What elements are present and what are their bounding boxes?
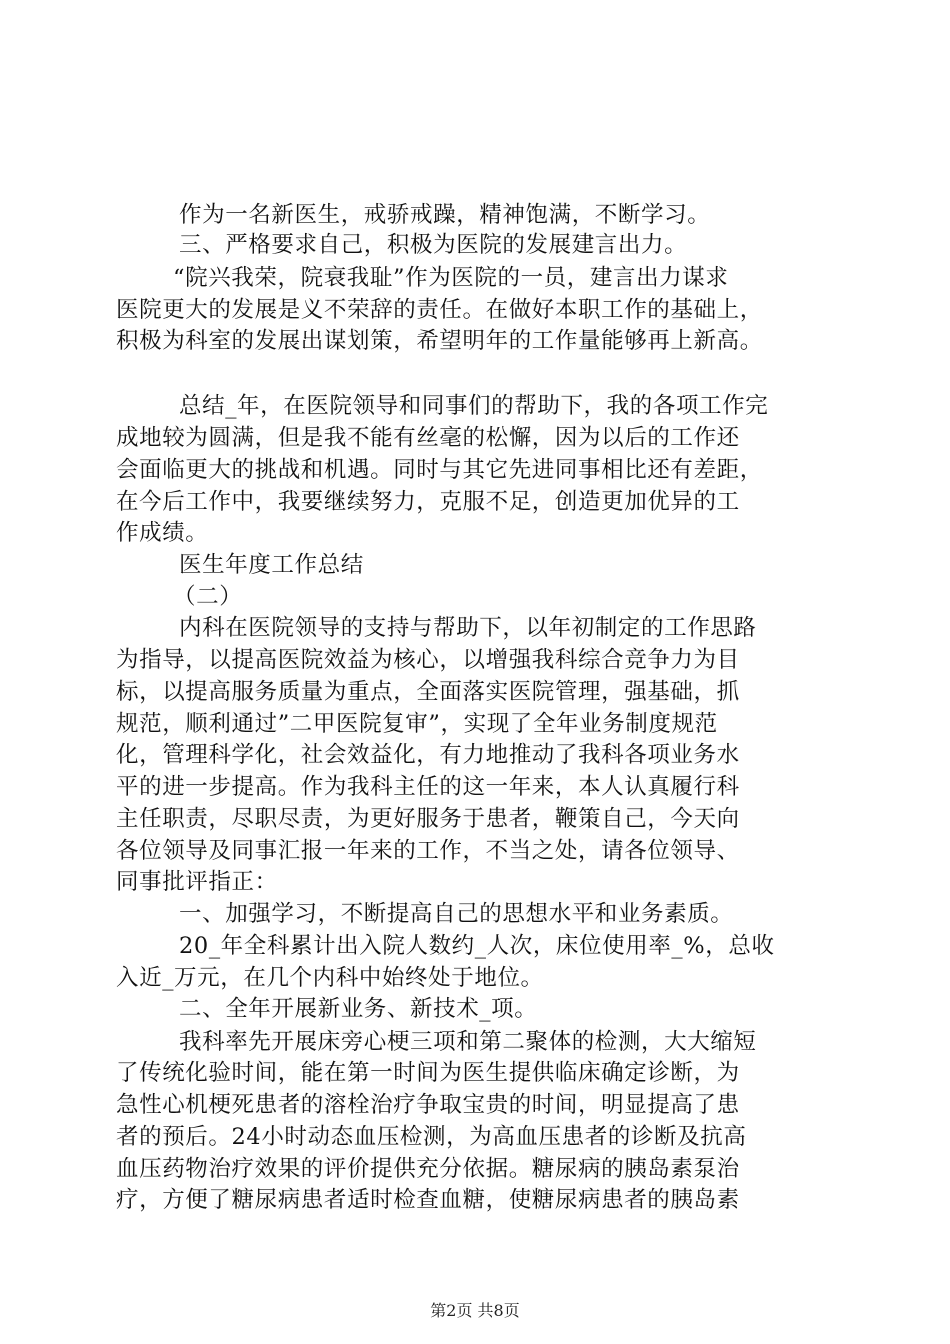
text-line: 入近_万元，在几个内科中始终处于地位。	[116, 965, 544, 991]
text-line: “院兴我荣，院衰我耻”作为医院的一员，建言出力谋求	[173, 265, 729, 291]
text-line: 成地较为圆满，但是我不能有丝毫的松懈，因为以后的工作还	[116, 425, 740, 451]
text-line: 急性心机梗死患者的溶栓治疗争取宝贵的时间，明显提高了患	[116, 1092, 740, 1118]
text-line: 为指导，以提高医院效益为核心，以增强我科综合竞争力为目	[116, 647, 740, 673]
text-line: 20_年全科累计出入院人数约_人次，床位使用率_%，总收	[179, 933, 775, 959]
text-line: 化，管理科学化，社会效益化，有力地推动了我科各项业务水	[116, 742, 740, 768]
text-line: 规范，顺利通过”二甲医院复审”，实现了全年业务制度规范	[116, 711, 718, 737]
text-line: 总结_年，在医院领导和同事们的帮助下，我的各项工作完	[179, 393, 769, 419]
text-line: 作为一名新医生，戒骄戒躁，精神饱满，不断学习。	[179, 202, 711, 228]
text-line: 平的进一步提高。作为我科主任的这一年来，本人认真履行科	[116, 774, 740, 800]
text-line: 会面临更大的挑战和机遇。同时与其它先进同事相比还有差距，	[116, 457, 763, 483]
text-line: 各位领导及同事汇报一年来的工作，不当之处，请各位领导、	[116, 838, 740, 864]
text-line: 我科率先开展床旁心梗三项和第二聚体的检测，大大缩短	[179, 1029, 757, 1055]
document-title: 医生年度工作总结	[179, 552, 364, 578]
text-line: 主任职责，尽职尽责，为更好服务于患者，鞭策自己，今天向	[116, 806, 740, 832]
text-line: 积极为科室的发展出谋划策，希望明年的工作量能够再上新高。	[116, 328, 763, 354]
text-line: 作成绩。	[116, 520, 209, 546]
text-line: 者的预后。24小时动态血压检测，为高血压患者的诊断及抗高	[116, 1124, 747, 1150]
section-heading: 三、严格要求自己，积极为医院的发展建言出力。	[179, 232, 688, 258]
text-line: 疗，方便了糖尿病患者适时检查血糖，使糖尿病患者的胰岛素	[116, 1187, 740, 1213]
text-line: 医院更大的发展是义不荣辞的责任。在做好本职工作的基础上，	[116, 297, 763, 323]
section-heading: 一、加强学习，不断提高自己的思想水平和业务素质。	[179, 901, 734, 927]
page-number: 第2页 共8页	[430, 1301, 520, 1320]
text-line: 了传统化验时间，能在第一时间为医生提供临床确定诊断，为	[116, 1060, 740, 1086]
text-line: 同事批评指正：	[116, 869, 278, 895]
text-line: 内科在医院领导的支持与帮助下，以年初制定的工作思路	[179, 615, 757, 641]
text-line: 在今后工作中，我要继续努力，克服不足，创造更加优异的工	[116, 489, 740, 515]
text-line: 血压药物治疗效果的评价提供充分依据。糖尿病的胰岛素泵治	[116, 1156, 740, 1182]
section-heading: 二、全年开展新业务、新技术_项。	[179, 996, 538, 1022]
text-line: 标，以提高服务质量为重点，全面落实医院管理，强基础，抓	[116, 679, 740, 705]
section-number: （二）	[173, 584, 243, 610]
